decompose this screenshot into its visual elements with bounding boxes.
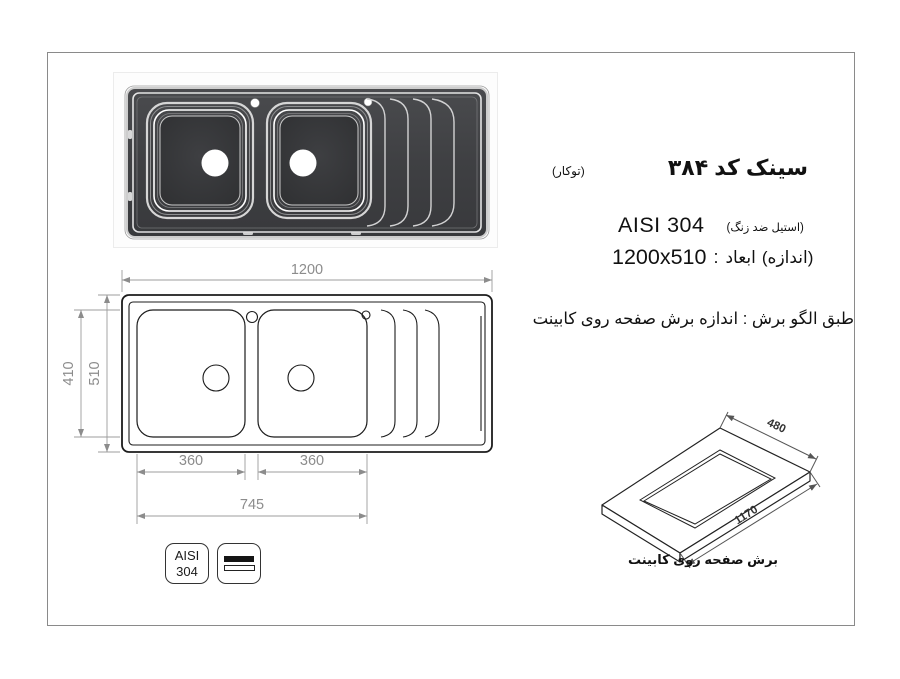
- drainboard-outline: [381, 310, 481, 437]
- dim-label-480: 480: [765, 416, 788, 436]
- left-bowl-photo: [147, 103, 253, 218]
- dim-label-510: 510: [87, 361, 103, 386]
- size-label-note: (اندازه): [761, 247, 814, 267]
- aisi-304-badge: [165, 543, 209, 584]
- dim-label-410: 410: [61, 361, 77, 386]
- steel-grade: AISI 304: [618, 213, 705, 237]
- sink-outline: [122, 295, 492, 452]
- faucet-hole-outline-1: [247, 312, 258, 323]
- title-note: (توکار): [552, 164, 585, 178]
- top-view-drawing: [60, 258, 500, 533]
- aisi-badge-line1: AISI: [174, 548, 200, 564]
- size-separator: :: [713, 247, 719, 267]
- right-bowl-outline: [258, 310, 367, 437]
- dim-label-360-right: 360: [299, 453, 325, 469]
- steel-sheet-base-icon: [224, 565, 255, 571]
- dim-label-1200: 1200: [290, 262, 324, 278]
- cutting-instruction: طبق الگو برش : اندازه برش صفحه روی کابینت: [532, 310, 854, 328]
- faucet-hole-1: [251, 99, 260, 108]
- dim-label-360-left: 360: [178, 453, 204, 469]
- sink-3d-photo: [113, 72, 498, 248]
- left-drain-hole: [202, 150, 229, 177]
- left-bowl-outline: [137, 310, 245, 437]
- dim-label-1170: 1170: [732, 503, 761, 528]
- size-value: 1200x510: [612, 245, 707, 269]
- left-drain-outline: [203, 365, 229, 391]
- steel-grade-row: [618, 213, 804, 238]
- cutout-caption: برش صفحه روی کابینت: [627, 552, 779, 567]
- aisi-badge-line2: 304: [176, 563, 198, 579]
- right-drain-hole: [290, 150, 317, 177]
- right-drain-outline: [288, 365, 314, 391]
- right-bowl-photo: [267, 103, 371, 218]
- size-row: [612, 245, 813, 270]
- countertop-slab: [602, 428, 810, 562]
- steel-sheet-icon: [224, 556, 254, 563]
- size-label: ابعاد: [725, 247, 756, 267]
- steel-sheet-icon-badge: [217, 543, 261, 584]
- product-title: سینک کد ۳۸۴: [667, 155, 808, 180]
- dim-label-745: 745: [239, 497, 265, 513]
- steel-grade-note: (استیل ضد زنگ): [726, 222, 804, 234]
